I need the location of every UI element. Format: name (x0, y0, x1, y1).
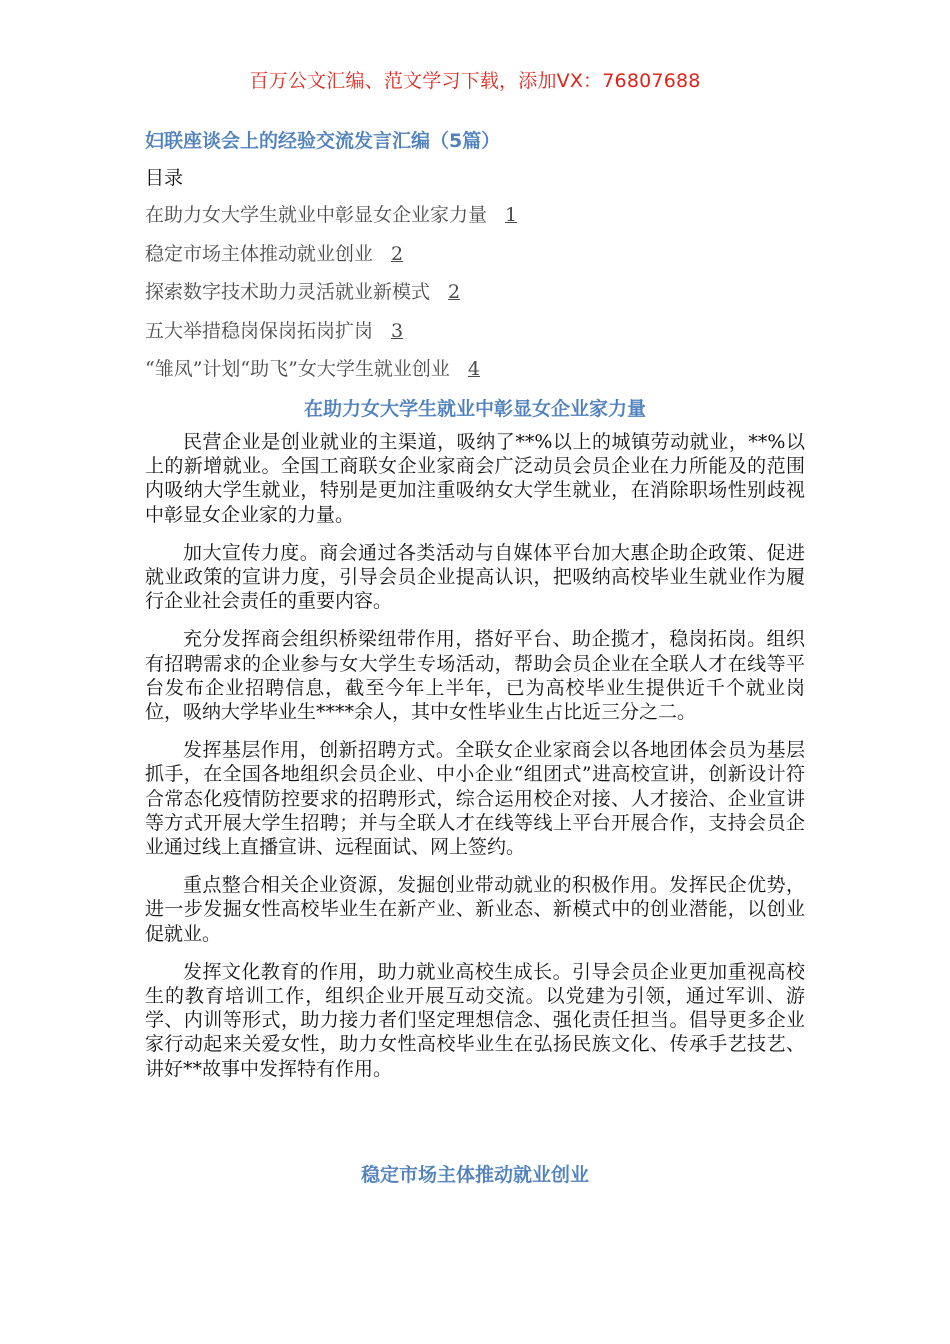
paragraph: 发挥文化教育的作用，助力就业高校生成长。引导会员企业更加重视高校生的教育培训工作，组织企业开展互动交流。以党建为引领，通过军训、游学、内训等形式，助力接力者们坚定理想信念、强化责任担当。倡导更多企业家行动起来关爱女性，助力女性高校毕业生在弘扬民族文化、传承手艺技艺、讲好**故事中发挥特有作用。 (145, 960, 805, 1080)
document-title: 妇联座谈会上的经验交流发言汇编（5篇） (145, 130, 501, 152)
toc-item-title: 稳定市场主体推动就业创业 (145, 242, 374, 265)
toc-item-page-link[interactable]: 2 (391, 242, 404, 265)
toc-item-title: 探索数字技术助力灵活就业新模式 (145, 281, 431, 303)
toc-heading: 目录 (145, 167, 184, 189)
paragraph: 充分发挥商会组织桥梁纽带作用，搭好平台、助企揽才，稳岗拓岗。组织有招聘需求的企业参与女大学生专场活动，帮助会员企业在全联人才在线等平台发布企业招聘信息，截至今年上半年，已为高校毕业生提供近千个就业岗位，吸纳大学毕业生****余人，其中女性毕业生占比近三分之二。 (145, 628, 805, 724)
toc-item-page-link[interactable]: 3 (391, 319, 404, 342)
watermark-banner: 百万公文汇编、范文学习下载，添加VX：76807688 (249, 70, 701, 92)
paragraph: 发挥基层作用，创新招聘方式。全联女企业家商会以各地团体会员为基层抓手，在全国各地组织会员企业、中小企业“组团式”进高校宣讲，创新设计符合常态化疫情防控要求的招聘形式，综合运用校企对接、人才接洽、企业宣讲等方式开展大学生招聘；并与全联人才在线等线上平台开展合作，支持会员企业通过线上直播宣讲、远程面试、网上签约。 (145, 739, 805, 859)
section-heading-2: 稳定市场主体推动就业创业 (360, 1164, 589, 1186)
paragraph: 重点整合相关企业资源，发掘创业带动就业的积极作用。发挥民企优势，进一步发掘女性高校毕业生在新产业、新业态、新模式中的创业潜能，以创业促就业。 (145, 874, 805, 945)
toc-item-page-link[interactable]: 4 (467, 358, 480, 380)
toc-item[interactable] (145, 279, 805, 318)
section-heading-1: 在助力女大学生就业中彰显女企业家力量 (303, 398, 646, 420)
toc-item[interactable] (145, 318, 805, 357)
toc-item-title: 在助力女大学生就业中彰显女企业家力量 (145, 204, 488, 226)
toc-item-title: “雏凤”计划“助飞”女大学生就业创业 (145, 358, 450, 380)
paragraph: 民营企业是创业就业的主渠道，吸纳了**%以上的城镇劳动就业，**%以上的新增就业。全国工商联女企业家商会广泛动员会员企业在力所能及的范围内吸纳大学生就业，特别是更加注重吸纳女大学生就业，在消除职场性别歧视中彰显女企业家的力量。 (145, 431, 805, 526)
toc-item[interactable] (145, 202, 805, 241)
toc-item-page-link[interactable]: 1 (505, 204, 518, 226)
toc-item[interactable] (145, 241, 805, 280)
toc-item-title: 五大举措稳岗保岗拓岗扩岗 (145, 319, 374, 342)
paragraph: 加大宣传力度。商会通过各类活动与自媒体平台加大惠企助企政策、促进就业政策的宣讲力度，引导会员企业提高认识，把吸纳高校毕业生就业作为履行企业社会责任的重要内容。 (145, 541, 805, 613)
toc-item-page-link[interactable]: 2 (448, 281, 461, 303)
toc-item[interactable] (145, 356, 805, 395)
table-of-contents (145, 202, 805, 395)
section-1-body (145, 430, 805, 1095)
